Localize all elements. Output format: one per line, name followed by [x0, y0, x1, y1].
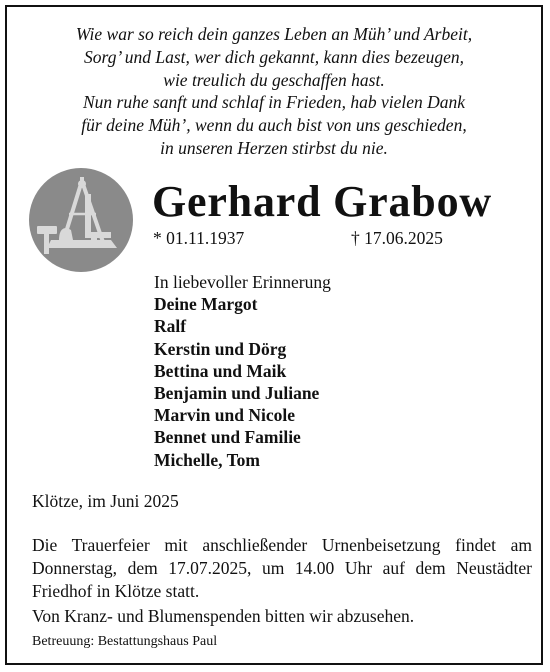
funeral-service-text	[32, 534, 532, 602]
poem-line: Wie war so reich dein ganzes Leben an Müh’ und Arbeit,	[75, 24, 473, 44]
list-item: Deine Margot	[154, 294, 258, 315]
funeral-home-note: Betreuung: Bestattungshaus Paul	[32, 634, 218, 649]
notice-frame	[5, 5, 543, 665]
service-line: Friedhof in Klötze statt.	[32, 580, 200, 601]
service-line: Donnerstag, dem 17.07.2025, um 14.00 Uhr auf dem Neustädter	[32, 557, 532, 578]
poem-line: Nun ruhe sanft und schlaf in Frieden, hab vielen Dank	[82, 92, 466, 113]
list-item: Benjamin und Juliane	[154, 383, 320, 404]
poem-line: in unseren Herzen stirbst du nie.	[160, 137, 388, 158]
carpenter-tools-icon	[29, 168, 133, 272]
mourner-list	[154, 271, 331, 471]
list-item: Bennet und Familie	[154, 427, 301, 448]
flowers-note: Von Kranz- und Blumenspenden bitten wir abzusehen.	[32, 606, 415, 626]
place-date: Klötze, im Juni 2025	[32, 491, 179, 511]
mourner-intro: In liebevoller Erinnerung	[154, 272, 331, 292]
poem-line: wie treulich du geschaffen hast.	[163, 69, 385, 90]
birth-date: * 01.11.1937	[153, 228, 245, 248]
list-item: Marvin und Nicole	[154, 405, 295, 426]
service-line: Die Trauerfeier mit anschließender Urnenbeisetzung findet am	[32, 535, 532, 555]
list-item: Kerstin und Dörg	[154, 338, 287, 359]
poem-line: für deine Müh’, wenn du auch bist von uns geschieden,	[81, 115, 467, 136]
list-item: Bettina und Maik	[154, 360, 287, 381]
list-item: Michelle, Tom	[154, 449, 260, 470]
list-item: Ralf	[154, 316, 187, 337]
memorial-poem	[17, 23, 531, 160]
poem-line: Sorg’ und Last, wer dich gekannt, kann dies bezeugen,	[84, 46, 464, 67]
deceased-name: Gerhard Grabow	[152, 177, 492, 226]
death-date: † 17.06.2025	[351, 228, 443, 248]
